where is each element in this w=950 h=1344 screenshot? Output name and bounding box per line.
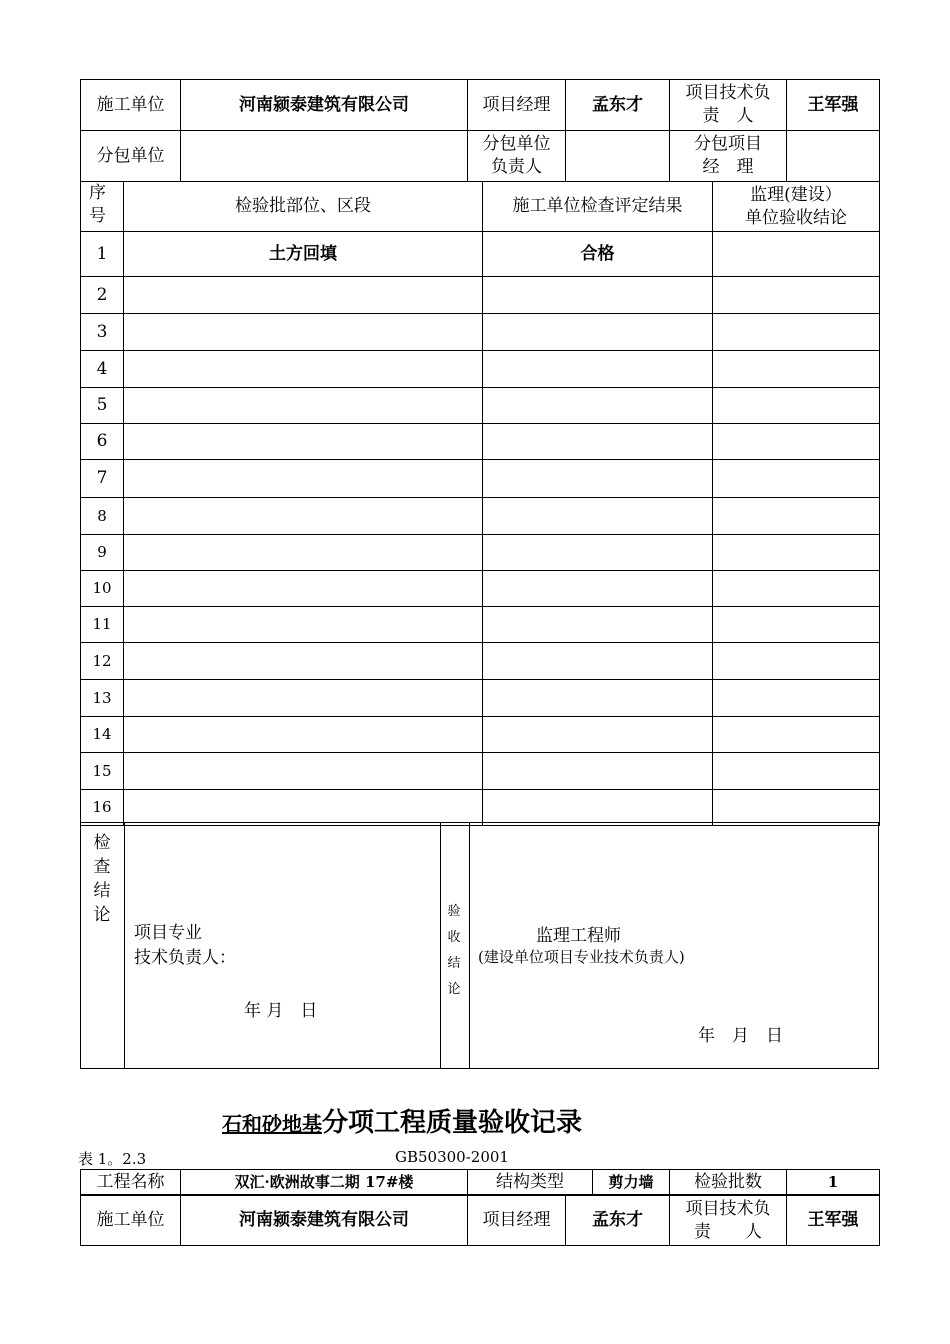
table-row bbox=[81, 571, 880, 607]
row-result bbox=[483, 314, 713, 351]
table-row bbox=[81, 232, 880, 277]
row-location bbox=[124, 498, 483, 535]
acceptance-conclusion-label: 验收结论 bbox=[447, 904, 461, 997]
tech-lead-label: 项目技术负 责 人 bbox=[670, 1196, 787, 1246]
row-number: 3 bbox=[81, 314, 124, 351]
form-title-main: 分项工程质量验收记录 bbox=[322, 1108, 583, 1138]
row-number: 10 bbox=[81, 571, 124, 607]
row-number: 4 bbox=[81, 351, 124, 388]
row-supervision bbox=[713, 388, 880, 424]
row-number: 11 bbox=[81, 607, 124, 643]
row-supervision bbox=[713, 535, 880, 571]
result-header: 施工单位检查评定结果 bbox=[483, 182, 713, 232]
location-header: 检验批部位、区段 bbox=[124, 182, 483, 232]
batch-count-label: 检验批数 bbox=[670, 1170, 787, 1195]
date-left: 年 月 日 bbox=[244, 1001, 318, 1021]
inspection-batch-table bbox=[80, 181, 880, 826]
standard-code: GB50300-2001 bbox=[395, 1148, 509, 1166]
row-supervision bbox=[713, 753, 880, 790]
table-row bbox=[81, 388, 880, 424]
row-supervision bbox=[713, 314, 880, 351]
form-title-prefix: 石和砂地基 bbox=[222, 1112, 322, 1136]
row-number: 12 bbox=[81, 643, 124, 680]
info-row-construction bbox=[81, 80, 880, 131]
table-row bbox=[81, 790, 880, 826]
supervisor-label: 监理工程师 bbox=[536, 926, 621, 946]
sub-unit-label: 分包单位 bbox=[81, 131, 181, 182]
row-result bbox=[483, 680, 713, 717]
table-row bbox=[81, 424, 880, 460]
row-result bbox=[483, 351, 713, 388]
table-row bbox=[81, 460, 880, 498]
check-conclusion-label: 检查结论 bbox=[93, 833, 111, 925]
row-location bbox=[124, 351, 483, 388]
tech-lead-value: 王军强 bbox=[787, 1196, 880, 1246]
row-number: 2 bbox=[81, 277, 124, 314]
row-supervision bbox=[713, 424, 880, 460]
construction-unit-label: 施工单位 bbox=[81, 80, 181, 131]
row-supervision bbox=[713, 680, 880, 717]
row-location bbox=[124, 460, 483, 498]
row-location: 土方回填 bbox=[124, 232, 483, 277]
sub-pm-label: 分包项目 经 理 bbox=[670, 131, 787, 182]
row-result bbox=[483, 571, 713, 607]
project-manager-value: 孟东才 bbox=[566, 80, 670, 131]
row-supervision bbox=[713, 571, 880, 607]
row-number: 8 bbox=[81, 498, 124, 535]
row-supervision bbox=[713, 277, 880, 314]
batch-table-header bbox=[81, 182, 880, 232]
row-result bbox=[483, 535, 713, 571]
project-manager-value: 孟东才 bbox=[566, 1196, 670, 1246]
row-result bbox=[483, 424, 713, 460]
row-supervision bbox=[713, 717, 880, 753]
row-number: 7 bbox=[81, 460, 124, 498]
row-location bbox=[124, 388, 483, 424]
row-supervision bbox=[713, 498, 880, 535]
row-number: 1 bbox=[81, 232, 124, 277]
construction-unit-value: 河南颍泰建筑有限公司 bbox=[181, 1196, 468, 1246]
row-location bbox=[124, 753, 483, 790]
second-info-row-construction bbox=[81, 1196, 880, 1246]
row-result bbox=[483, 717, 713, 753]
row-result: 合格 bbox=[483, 232, 713, 277]
row-result bbox=[483, 607, 713, 643]
structure-type-value: 剪力墙 bbox=[593, 1170, 670, 1195]
table-row bbox=[81, 680, 880, 717]
divider bbox=[124, 823, 125, 1068]
sub-lead-label: 分包单位 负责人 bbox=[468, 131, 566, 182]
info-row-subcontract bbox=[81, 131, 880, 182]
conclusion-block bbox=[80, 822, 879, 1069]
table-row bbox=[81, 717, 880, 753]
project-manager-label: 项目经理 bbox=[468, 80, 566, 131]
supervision-header: 监理(建设） 单位验收结论 bbox=[713, 182, 880, 232]
batch-count-value: 1 bbox=[787, 1170, 880, 1195]
table-row bbox=[81, 351, 880, 388]
row-location bbox=[124, 607, 483, 643]
row-number: 15 bbox=[81, 753, 124, 790]
tech-lead-value: 王军强 bbox=[787, 80, 880, 131]
row-location bbox=[124, 424, 483, 460]
divider bbox=[469, 823, 470, 1068]
form-title bbox=[222, 1102, 582, 1139]
row-location bbox=[124, 277, 483, 314]
construction-unit-label: 施工单位 bbox=[81, 1196, 181, 1246]
supervisor-note: (建设单位项目专业技术负责人) bbox=[478, 948, 685, 966]
row-number: 5 bbox=[81, 388, 124, 424]
row-location bbox=[124, 790, 483, 826]
row-result bbox=[483, 498, 713, 535]
table-row bbox=[81, 643, 880, 680]
table-row bbox=[81, 535, 880, 571]
table-row bbox=[81, 607, 880, 643]
row-result bbox=[483, 277, 713, 314]
row-location bbox=[124, 535, 483, 571]
table-row bbox=[81, 498, 880, 535]
row-location bbox=[124, 571, 483, 607]
row-location bbox=[124, 643, 483, 680]
seq-header: 序 号 bbox=[81, 182, 124, 232]
divider bbox=[440, 823, 441, 1068]
table-row bbox=[81, 277, 880, 314]
sub-unit-value bbox=[181, 131, 468, 182]
sub-pm-value bbox=[787, 131, 880, 182]
row-result bbox=[483, 388, 713, 424]
project-manager-label: 项目经理 bbox=[468, 1196, 566, 1246]
project-name-label: 工程名称 bbox=[81, 1170, 181, 1195]
row-result bbox=[483, 643, 713, 680]
row-number: 13 bbox=[81, 680, 124, 717]
project-name-value: 双汇·欧洲故事二期 17#楼 bbox=[181, 1170, 468, 1195]
row-result bbox=[483, 790, 713, 826]
sub-lead-value bbox=[566, 131, 670, 182]
tech-lead-label: 项目技术负 责 人 bbox=[670, 80, 787, 131]
row-result bbox=[483, 460, 713, 498]
row-supervision bbox=[713, 351, 880, 388]
table-row bbox=[81, 753, 880, 790]
second-info-row-project bbox=[81, 1170, 880, 1195]
row-supervision bbox=[713, 607, 880, 643]
row-supervision bbox=[713, 232, 880, 277]
row-number: 14 bbox=[81, 717, 124, 753]
row-result bbox=[483, 753, 713, 790]
row-number: 9 bbox=[81, 535, 124, 571]
second-info-table-row2 bbox=[80, 1195, 880, 1246]
second-info-table bbox=[80, 1169, 880, 1195]
project-info-table bbox=[80, 79, 880, 182]
date-right: 年 月 日 bbox=[698, 1026, 783, 1046]
row-location bbox=[124, 680, 483, 717]
row-number: 16 bbox=[81, 790, 124, 826]
row-supervision bbox=[713, 460, 880, 498]
table-row bbox=[81, 314, 880, 351]
row-supervision bbox=[713, 790, 880, 826]
structure-type-label: 结构类型 bbox=[468, 1170, 593, 1195]
tech-lead-signature: 项目专业 技术负责人： bbox=[134, 923, 236, 968]
construction-unit-value: 河南颍泰建筑有限公司 bbox=[181, 80, 468, 131]
row-number: 6 bbox=[81, 424, 124, 460]
row-location bbox=[124, 717, 483, 753]
row-location bbox=[124, 314, 483, 351]
row-supervision bbox=[713, 643, 880, 680]
table-number: 表 1。2.3 bbox=[78, 1150, 147, 1168]
